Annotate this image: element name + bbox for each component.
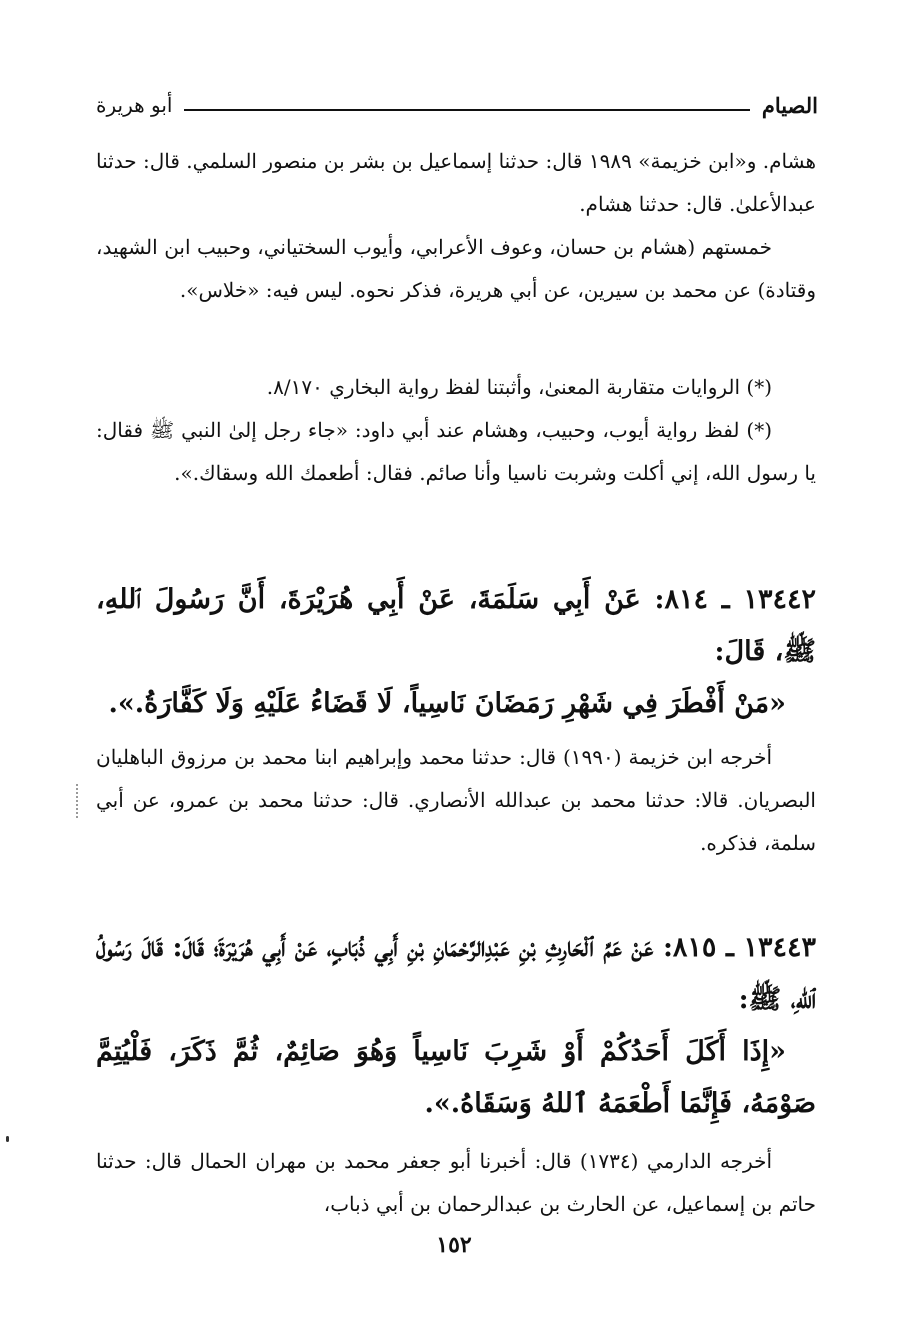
source-text-top — [96, 140, 816, 312]
chapter-title: الصيام — [761, 92, 818, 118]
footnote: (*) الروايات متقاربة المعنىٰ، وأثبتنا لفظ رواية البخاري ٨/١٧٠. — [266, 375, 772, 399]
hadith-matn: «إِذَا أَكَلَ أَحَدُكُمْ أَوْ شَرِبَ نَاسِياً وَهُوَ صَائِمٌ، ثُمَّ ذَكَرَ، فَلْيُتِمَّ صَوْمَهُ، فَإِنَّمَا أَطْعَمَهُ ٱللهُ وَسَقَاهُ.». — [96, 1036, 816, 1119]
takhrij-paragraph: أخرجه ابن خزيمة (١٩٩٠) قال: حدثنا محمد وإبراهيم ابنا محمد بن مرزوق الباهليان البصريان. قالا: حدثنا محمد بن عبدالله الأنصاري. قال: حدثنا محمد بن عمرو، عن أبي سلمة، فذكره. — [96, 745, 816, 855]
takhrij-13442 — [96, 736, 816, 865]
hadith-isnad: ١٣٤٤٣ ـ ٨١٥: عَنْ عَمِّ ٱلْحَارِثِ بْنِ عَبْدِالرَّحْمَانِ بْنِ أَبِي ذُبَابٍ، عَنْ أَبِي هُرَيْرَةَ؛ قَالَ: قَالَ رَسُولُ ٱللهِ، ﷺ: — [96, 932, 817, 1015]
header-rule — [184, 109, 749, 111]
running-header — [96, 88, 818, 122]
scan-speck — [6, 1136, 9, 1142]
footnotes-top — [96, 366, 816, 495]
takhrij-paragraph: أخرجه الدارمي (١٧٣٤) قال: أخبرنا أبو جعفر محمد بن مهران الحمال قال: حدثنا حاتم بن إسماعيل، عن الحارث بن عبدالرحمان بن أبي ذباب، — [96, 1149, 816, 1216]
margin-dots — [76, 784, 82, 818]
hadith-matn: «مَنْ أَفْطَرَ فِي شَهْرِ رَمَضَانَ نَاسِياً، لَا قَضَاءُ عَلَيْهِ وَلَا كَفَّارَةُ.». — [108, 688, 786, 719]
hadith-isnad: ١٣٤٤٢ ـ ٨١٤: عَنْ أَبِي سَلَمَةَ، عَنْ أَبِي هُرَيْرَةَ، أَنَّ رَسُولَ ٱللهِ، ﷺ، قَالَ: — [96, 584, 816, 667]
hadith-13442 — [96, 574, 816, 730]
source-paragraph: هشام. و«ابن خزيمة» ١٩٨٩ قال: حدثنا إسماعيل بن بشر بن منصور السلمي. قال: حدثنا عبدالأعلىٰ. قال: حدثنا هشام. — [96, 149, 816, 216]
takhrij-13443 — [96, 1140, 816, 1226]
source-paragraph: خمستهم (هشام بن حسان، وعوف الأعرابي، وأيوب السختياني، وحبيب ابن الشهيد، وقتادة) عن محمد بن سيرين، عن أبي هريرة، فذكر نحوه. ليس فيه: «خلاس». — [96, 235, 816, 302]
narrator-title: أبو هريرة — [96, 93, 173, 117]
page-number: ١٥٢ — [436, 1232, 472, 1258]
hadith-13443 — [96, 922, 816, 1130]
footnote: (*) لفظ رواية أيوب، وحبيب، وهشام عند أبي داود: «جاء رجل إلىٰ النبي ﷺ فقال: يا رسول الله، إني أكلت وشربت ناسيا وأنا صائم. فقال: أطعمك الله وسقاك.». — [96, 418, 816, 485]
